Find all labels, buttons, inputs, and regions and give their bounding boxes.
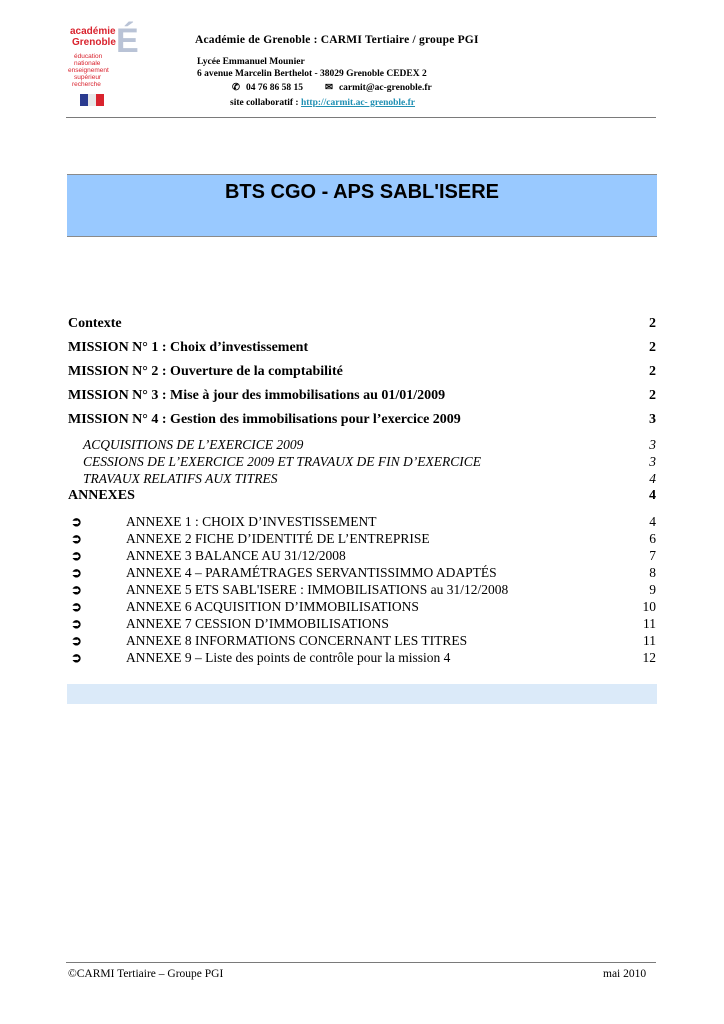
- header-site-link[interactable]: http://carmit.ac- grenoble.fr: [300, 98, 416, 108]
- toc-page: 3: [649, 412, 656, 427]
- toc-label: ANNEXE 6 ACQUISITION D’IMMOBILISATIONS: [126, 599, 419, 614]
- header-academie-line: Académie de Grenoble : CARMI Tertiaire / groupe PGI: [195, 34, 479, 46]
- curved-arrow-icon: ➲: [71, 633, 82, 648]
- header-email[interactable]: carmit@ac-grenoble.fr: [338, 83, 432, 93]
- document-title: BTS CGO - APS SABL'ISERE: [224, 181, 500, 203]
- logo-text-recherche: recherche: [72, 81, 101, 88]
- toc-bottom-band: [67, 684, 657, 704]
- toc-page: 4: [649, 471, 656, 486]
- logo-letter-e: É: [116, 22, 139, 60]
- toc-label: ANNEXES: [68, 488, 135, 503]
- toc-label: MISSION N° 4 : Gestion des immobilisations pour l’exercice 2009: [68, 412, 461, 427]
- toc-page: 9: [649, 582, 656, 597]
- header-phone: 04 76 86 58 15: [245, 83, 303, 93]
- toc-label: ANNEXE 4 – PARAMÉTRAGES SERVANTISSIMMO ADAPTÉS: [126, 565, 497, 580]
- logo-flag-red: [96, 94, 104, 106]
- phone-icon: ✆: [232, 83, 240, 93]
- toc-label: ANNEXE 9 – Liste des points de contrôle pour la mission 4: [126, 650, 451, 665]
- header-lycee-name: Lycée Emmanuel Mounier: [197, 57, 305, 67]
- toc-page: 3: [649, 454, 656, 469]
- toc-label: ANNEXE 7 CESSION D’IMMOBILISATIONS: [126, 616, 389, 631]
- header-divider: [66, 117, 656, 118]
- mailbox-icon: ✉: [324, 83, 333, 93]
- header-address: 6 avenue Marcelin Berthelot - 38029 Grenoble CEDEX 2: [197, 69, 427, 79]
- toc-label: ANNEXE 8 INFORMATIONS CONCERNANT LES TITRES: [126, 633, 468, 648]
- toc-label: ANNEXE 3 BALANCE AU 31/12/2008: [126, 548, 346, 563]
- toc-page: 2: [649, 340, 656, 355]
- toc-label: ANNEXE 5 ETS SABL'ISERE : IMMOBILISATIONS au 31/12/2008: [126, 582, 509, 597]
- footer-date: mai 2010: [603, 968, 647, 980]
- curved-arrow-icon: ➲: [71, 514, 82, 529]
- toc-page: 2: [649, 364, 656, 379]
- toc-label: MISSION N° 1 : Choix d’investissement: [68, 340, 309, 355]
- curved-arrow-icon: ➲: [71, 650, 82, 665]
- logo-flag-blue: [80, 94, 88, 106]
- toc-label: ACQUISITIONS DE L’EXERCICE 2009: [83, 437, 304, 452]
- toc-page: 7: [649, 548, 656, 563]
- toc-page: 11: [643, 616, 656, 631]
- toc-page: 11: [643, 633, 656, 648]
- toc-page: 3: [649, 437, 656, 452]
- logo-text-education: éducation: [74, 53, 103, 60]
- logo-text-superieur: supérieur: [74, 74, 102, 81]
- curved-arrow-icon: ➲: [71, 599, 82, 614]
- header-site-label: site collaboratif :: [230, 98, 301, 108]
- curved-arrow-icon: ➲: [71, 548, 82, 563]
- toc-page: 4: [649, 488, 656, 503]
- toc-page: 2: [649, 388, 656, 403]
- toc-label: Contexte: [68, 316, 122, 331]
- logo-text-nationale: nationale: [74, 60, 101, 67]
- logo-text-grenoble: Grenoble: [72, 37, 116, 48]
- toc-label: TRAVAUX RELATIFS AUX TITRES: [83, 471, 278, 486]
- toc-label: CESSIONS DE L’EXERCICE 2009 ET TRAVAUX DE FIN D’EXERCICE: [83, 454, 482, 469]
- curved-arrow-icon: ➲: [71, 582, 82, 597]
- logo-text-academie: académie: [70, 26, 116, 37]
- footer-divider: [66, 962, 656, 963]
- curved-arrow-icon: ➲: [71, 531, 82, 546]
- toc-label: ANNEXE 1 : CHOIX D’INVESTISSEMENT: [126, 514, 377, 529]
- toc-page: 8: [649, 565, 656, 580]
- curved-arrow-icon: ➲: [71, 616, 82, 631]
- header-contact-line: [232, 82, 432, 93]
- logo-flag-white: [88, 94, 96, 106]
- toc-page: 4: [649, 514, 656, 529]
- header-site-line: [230, 98, 415, 108]
- toc-page: 10: [642, 599, 656, 614]
- logo-text-enseignement: enseignement: [68, 67, 109, 74]
- curved-arrow-icon: ➲: [71, 565, 82, 580]
- toc-label: ANNEXE 2 FICHE D’IDENTITÉ DE L’ENTREPRISE: [126, 531, 430, 546]
- toc-page: 6: [649, 531, 656, 546]
- toc-page: 12: [642, 650, 656, 665]
- toc-label: MISSION N° 2 : Ouverture de la comptabilité: [68, 364, 343, 379]
- toc-page: 2: [649, 316, 656, 331]
- footer-copyright: ©CARMI Tertiaire – Groupe PGI: [68, 968, 224, 980]
- toc-label: MISSION N° 3 : Mise à jour des immobilisations au 01/01/2009: [68, 388, 446, 403]
- academie-logo: [66, 14, 142, 110]
